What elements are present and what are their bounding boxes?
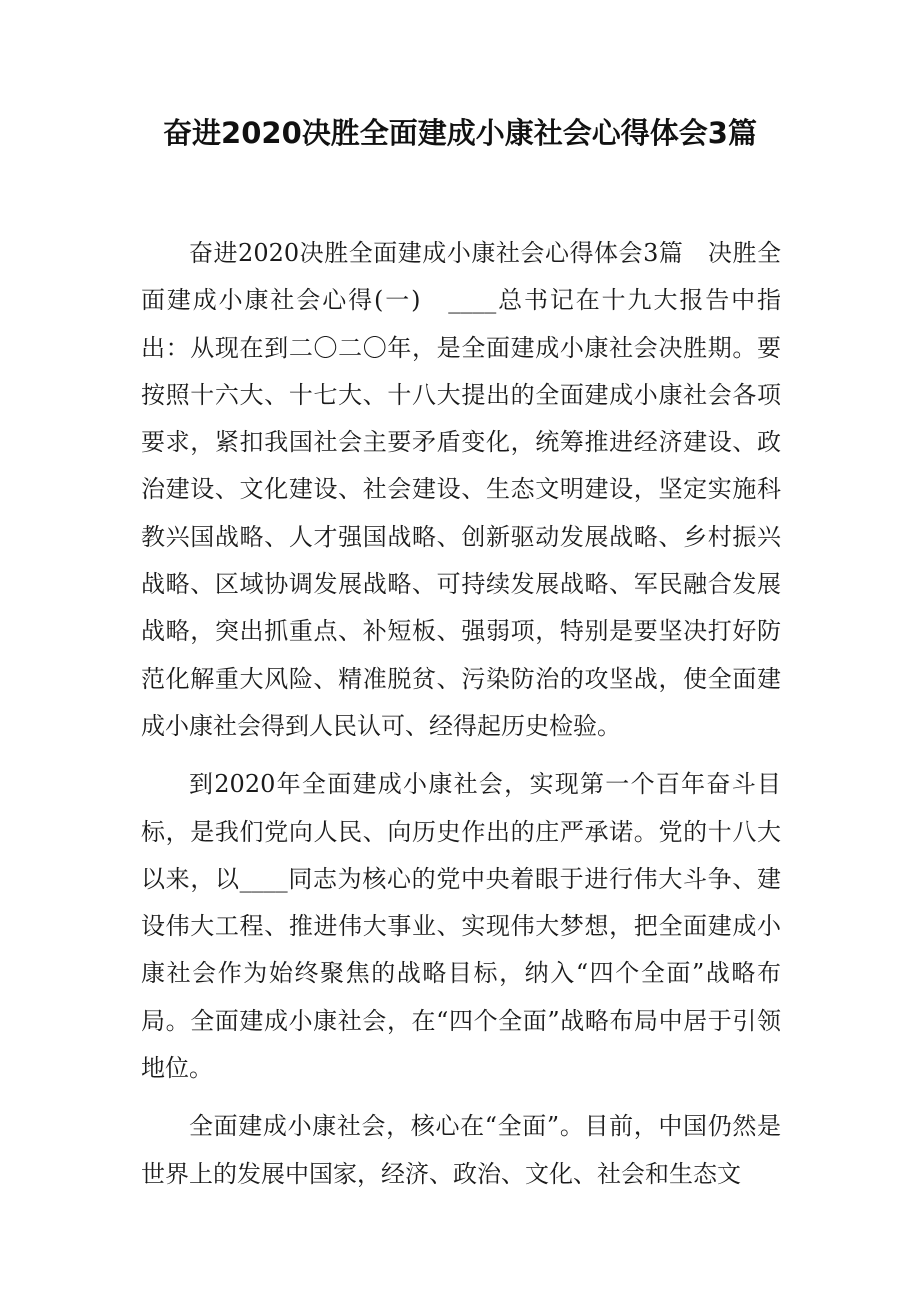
paragraph-1: 奋进2020决胜全面建成小康社会心得体会3篇 决胜全面建成小康社会心得(一) ____总书记在十九大报告中指出：从现在到二〇二〇年，是全面建成小康社会决胜期。要按照十六大、十七大、十八大提出的全面建成小康社会各项要求，紧扣我国社会主要矛盾变化，统筹推进经济建设、政治建设、文化建设、社会建设、生态文明建设，坚定实施科教兴国战略、人才强国战略、创新驱动发展战略、乡村振兴战略、区域协调发展战略、可持续发展战略、军民融合发展战略，突出抓重点、补短板、强弱项，特别是要坚决打好防范化解重大风险、精准脱贫、污染防治的攻坚战，使全面建成小康社会得到人民认可、经得起历史检验。	[141, 239, 781, 740]
paragraph-2: 到2020年全面建成小康社会，实现第一个百年奋斗目标，是我们党向人民、向历史作出的庄严承诺。党的十八大以来，以____同志为核心的党中央着眼于进行伟大斗争、建设伟大工程、推进伟大事业、实现伟大梦想，把全面建成小康社会作为始终聚焦的战略目标，纳入“四个全面”战略布局。全面建成小康社会，在“四个全面”战略布局中居于引领地位。	[141, 770, 781, 1083]
paragraph-3: 全面建成小康社会，核心在“全面”。目前，中国仍然是世界上的发展中国家，经济、政治、文化、社会和生态文	[141, 1112, 781, 1188]
document-title: 奋进2020决胜全面建成小康社会心得体会3篇	[163, 116, 757, 150]
document-body	[141, 230, 781, 1209]
